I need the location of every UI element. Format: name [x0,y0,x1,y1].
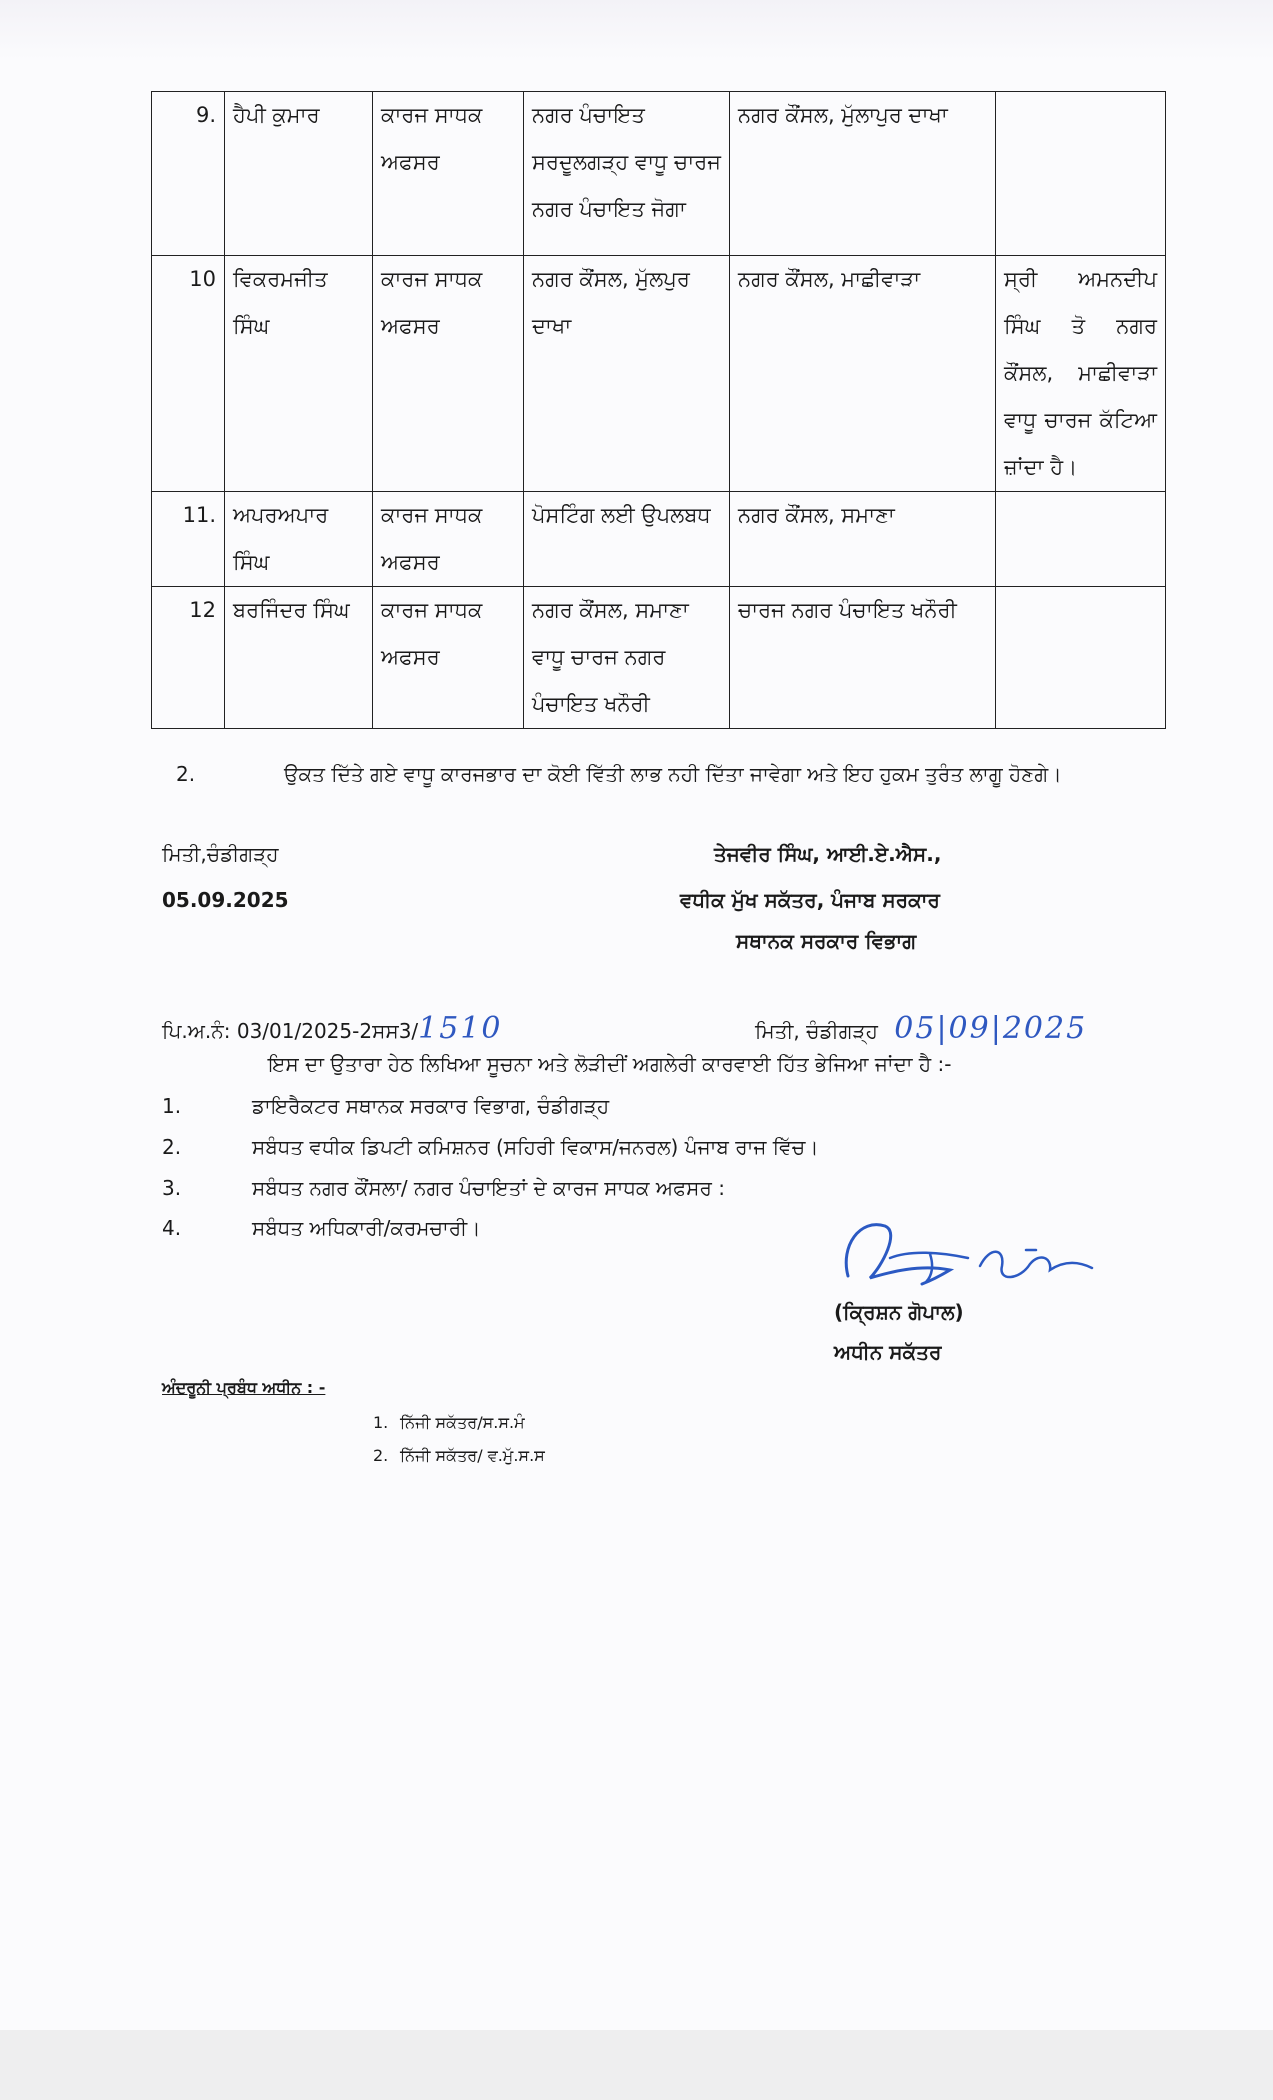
new-posting: ਨਗਰ ਕੌਂਸਲ, ਮੁੱਲਾਪੁਰ ਦਾਖਾ [730,92,996,256]
current-posting: ਨਗਰ ਕੌਂਸਲ, ਸਮਾਣਾ ਵਾਧੂ ਚਾਰਜ ਨਗਰ ਪੰਚਾਇਤ ਖਨੌਰੀ [524,587,730,729]
employee-name: ਬਰਜਿੰਦਰ ਸਿੰਘ [225,587,373,729]
new-posting: ਨਗਰ ਕੌਂਸਲ, ਸਮਾਣਾ [730,492,996,587]
signer-title: ਅਧੀਨ ਸਕੱਤਰ [834,1340,942,1364]
current-posting: ਨਗਰ ਕੌਂਸਲ, ਮੁੱਲਪੁਰ ਦਾਖਾ [524,256,730,492]
order-date: 05.09.2025 [162,888,289,912]
new-posting: ਚਾਰਜ ਨਗਰ ਪੰਚਾਇਤ ਖਨੌਰੀ [730,587,996,729]
scan-shadow-top [0,0,1273,60]
signatory-name: ਤੇਜਵੀਰ ਸਿੰਘ, ਆਈ.ਏ.ਐਸ., [714,842,942,866]
employee-name: ਵਿਕਰਮਜੀਤ ਸਿੰਘ [225,256,373,492]
list-item: ਡਾਇਰੈਕਟਰ ਸਥਾਨਕ ਸਰਕਾਰ ਵਿਭਾਗ, ਚੰਡੀਗੜ੍ਹ [252,1094,610,1118]
list-item: ਸਬੰਧਤ ਵਧੀਕ ਡਿਪਟੀ ਕਮਿਸ਼ਨਰ (ਸਹਿਰੀ ਵਿਕਾਸ/ਜਨਰਲ) ਪੰਜਾਬ ਰਾਜ ਵਿੱਚ। [252,1135,819,1159]
designation: ਕਾਰਜ ਸਾਧਕ ਅਫਸਰ [373,92,524,256]
endorsement-date [755,1011,1087,1046]
table-row [152,256,1166,492]
serial-number: 9. [152,92,225,256]
serial-number: 11. [152,492,225,587]
remark [996,92,1166,256]
handwritten-date: 05|09|2025 [894,1011,1088,1046]
list-item-number: 2. [373,1446,389,1465]
table-row [152,492,1166,587]
scan-shadow-bottom [0,2030,1273,2100]
signatory-title: ਵਧੀਕ ਮੁੱਖ ਸਕੱਤਰ, ਪੰਜਾਬ ਸਰਕਾਰ [680,888,940,912]
employee-name: ਹੈਪੀ ਕੁਮਾਰ [225,92,373,256]
list-item-number: 2. [162,1135,182,1159]
list-item-number: 1. [373,1413,389,1432]
employee-name: ਅਪਰਅਪਾਰ ਸਿੰਘ [225,492,373,587]
serial-number: 10 [152,256,225,492]
department-name: ਸਥਾਨਕ ਸਰਕਾਰ ਵਿਭਾਗ [736,929,917,953]
endorsement-intro: ਇਸ ਦਾ ਉਤਾਰਾ ਹੇਠ ਲਿਖਿਆ ਸੂਚਨਾ ਅਤੇ ਲੋੜੀਦੀਂ ਅਗਲੇਰੀ ਕਾਰਵਾਈ ਹਿੱਤ ਭੇਜਿਆ ਜਾਂਦਾ ਹੈ :- [268,1052,952,1076]
reference-prefix: ਪਿ.ਅ.ਨੰ: 03/01/2025-2ਸਸ3/ [162,1019,419,1043]
new-posting: ਨਗਰ ਕੌਂਸਲ, ਮਾਛੀਵਾੜਾ [730,256,996,492]
remark [996,492,1166,587]
current-posting: ਪੋਸਟਿੰਗ ਲਈ ਉਪਲਬਧ [524,492,730,587]
table-row [152,587,1166,729]
list-item: ਸਬੰਧਤ ਨਗਰ ਕੌਂਸਲਾ/ ਨਗਰ ਪੰਚਾਇਤਾਂ ਦੇ ਕਾਰਜ ਸਾਧਕ ਅਫਸਰ : [252,1176,725,1200]
internal-heading: ਅੰਦਰੂਨੀ ਪ੍ਰਬੰਧ ਅਧੀਨ : - [162,1378,326,1397]
designation: ਕਾਰਜ ਸਾਧਕ ਅਫਸਰ [373,587,524,729]
serial-number: 12 [152,587,225,729]
handwritten-reference-number: 1510 [418,1011,503,1046]
list-item-number: 1. [162,1094,182,1118]
para2-text: ਉਕਤ ਦਿੱਤੇ ਗਏ ਵਾਧੂ ਕਾਰਜਭਾਰ ਦਾ ਕੋਈ ਵਿੱਤੀ ਲਾਭ ਨਹੀ ਦਿੱਤਾ ਜਾਵੇਗਾ ਅਤੇ ਇਹ ਹੁਕਮ ਤੁਰੰਤ ਲਾਗੂ ਹੋਣਗੇ। [284,762,1062,786]
remark: ਸ੍ਰੀ ਅਮਨਦੀਪ ਸਿੰਘ ਤੋ ਨਗਰ ਕੌਂਸਲ, ਮਾਛੀਵਾੜਾ ਵਾਧੂ ਚਾਰਜ ਕੱਟਿਆ ਜ਼ਾਂਦਾ ਹੈ। [996,256,1166,492]
designation: ਕਾਰਜ ਸਾਧਕ ਅਫਸਰ [373,256,524,492]
list-item-number: 3. [162,1176,182,1200]
list-item-number: 4. [162,1216,182,1240]
list-item: ਸਬੰਧਤ ਅਧਿਕਾਰੀ/ਕਰਮਚਾਰੀ। [252,1216,481,1240]
designation: ਕਾਰਜ ਸਾਧਕ ਅਫਸਰ [373,492,524,587]
order-place: ਮਿਤੀ,ਚੰਡੀਗੜ੍ਹ [162,842,279,866]
list-item: ਨਿੱਜੀ ਸਕੱਤਰ/ਸ.ਸ.ਮੰ [400,1413,525,1432]
list-item: ਨਿੱਜੀ ਸਕੱਤਰ/ ਵ.ਮੁੱ.ਸ.ਸ [400,1446,545,1465]
signer-name: (ਕ੍ਰਿਸ਼ਨ ਗੋਪਾਲ) [834,1300,964,1324]
para2-number: 2. [176,762,196,786]
current-posting: ਨਗਰ ਪੰਚਾਇਤ ਸਰਦੂਲਗੜ੍ਹ ਵਾਧੂ ਚਾਰਜ ਨਗਰ ਪੰਚਾਇਤ ਜੋਗਾ [524,92,730,256]
remark [996,587,1166,729]
reference-number [162,1011,503,1046]
transfer-table [151,91,1166,729]
table-row [152,92,1166,256]
endorsement-date-label: ਮਿਤੀ, ਚੰਡੀਗੜ੍ਹ [755,1019,878,1043]
